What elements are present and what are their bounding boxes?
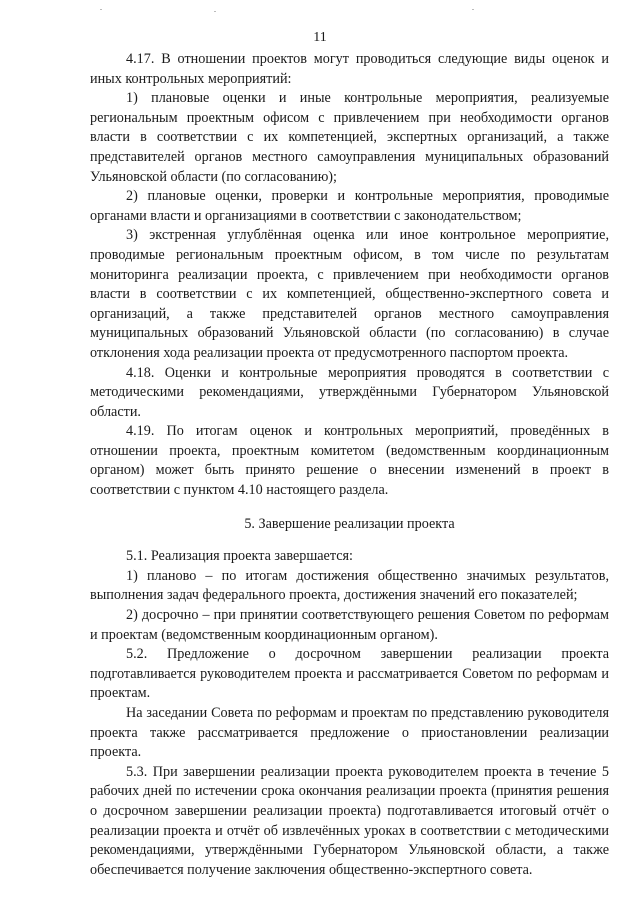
document-body <box>90 50 609 880</box>
list-item-planned: 1) планово – по итогам достижения общественно значимых результатов, выполнения задач федерального проекта, достижения значений его показателей; <box>90 567 609 604</box>
list-item-1: 1) плановые оценки и иные контрольные мероприятия, реализуемые региональным проектным офисом с привлечением при необходимости органов власти в соответствии с их компетенцией, экспертных организаций, а также представителей органов местного самоуправления муниципальных образований Ульяновской области (по согласованию); <box>90 90 609 185</box>
scan-artifact <box>100 9 102 10</box>
list-item-early: 2) досрочно – при принятии соответствующего решения Советом по реформам и проектам (ведомственным координационным органом). <box>90 607 609 643</box>
paragraph-4-17: 4.17. В отношении проектов могут проводиться следующие виды оценок и иных контрольных мероприятий: <box>90 51 609 87</box>
paragraph-5-3: 5.3. При завершении реализации проекта руководителем проекта в течение 5 рабочих дней по истечении срока окончания реализации проекта (принятия решения о досрочном завершении реализации проекта) подготавливается итоговый отчёт о реализации проекта и отчёт об извлечённых уроках в соответствии с методическими рекомендациями, утверждёнными Губернатором Ульяновской области, а также обеспечивается получение заключения общественно-экспертного совета. <box>90 763 609 878</box>
paragraph-4-18: 4.18. Оценки и контрольные мероприятия проводятся в соответствии с методическими рекомендациями, утверждёнными Губернатором Ульяновской области. <box>90 364 609 420</box>
section-heading: 5. Завершение реализации проекта <box>244 515 455 532</box>
paragraph-4-19: 4.19. По итогам оценок и контрольных мероприятий, проведённых в отношении проекта, проектным комитетом (ведомственным координационным органом) может быть принято решение о внесении изменений в проект в соответствии с пунктом 4.10 настоящего раздела. <box>90 423 609 499</box>
paragraph-council-meeting: На заседании Совета по реформам и проектам по представлению руководителя проекта также рассматривается предложение о приостановлении реализации проекта. <box>90 705 609 761</box>
scan-artifact <box>214 11 216 12</box>
scan-artifact <box>472 9 474 10</box>
list-item-3: 3) экстренная углублённая оценка или иное контрольное мероприятие, проводимые региональным проектным офисом, в том числе по результатам мониторинга реализации проекта, с привлечением при необходимости органов власти в соответствии с их компетенцией, общественно-экспертного совета и организаций, а также представителей органов местного самоуправления муниципальных образований Ульяновской области (по согласованию) в случае отклонения хода реализации проекта от предусмотренного паспортом проекта. <box>90 227 609 361</box>
list-item-2: 2) плановые оценки, проверки и контрольные мероприятия, проводимые органами власти и организациями в соответствии с законодательством; <box>90 188 609 224</box>
page-number: 11 <box>313 30 327 45</box>
paragraph-5-2: 5.2. Предложение о досрочном завершении реализации проекта подготавливается руководителем проекта и рассматривается Советом по реформам и проектам. <box>90 646 609 702</box>
paragraph-5-1: 5.1. Реализация проекта завершается: <box>126 548 353 565</box>
